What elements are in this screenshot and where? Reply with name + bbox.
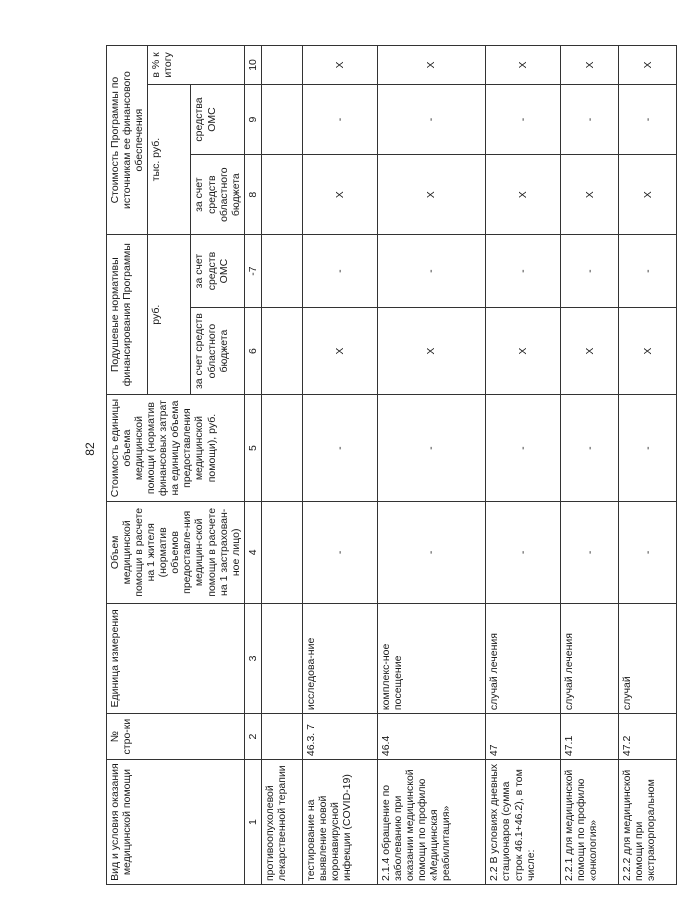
cell-norms-oms: - xyxy=(302,235,377,308)
header-percent: в % к итогу xyxy=(148,46,245,85)
cell-volume xyxy=(261,501,302,603)
column-number: 1 xyxy=(244,760,261,885)
page-number: 82 xyxy=(83,442,97,456)
column-number: -7 xyxy=(244,235,261,308)
header-cost-unit: тыс. руб. xyxy=(148,84,191,234)
cell-row-number xyxy=(261,714,302,760)
cell-norms-oms: - xyxy=(377,235,486,308)
header-row-number: № стро-ки xyxy=(107,714,245,760)
cell-cost-oms: - xyxy=(302,84,377,154)
cell-type: 2.2.2 для медицинской помощи при экстракорпоральном xyxy=(619,760,677,885)
table-row xyxy=(619,46,677,885)
cell-unit: случай xyxy=(619,603,677,713)
cell-cost-oms: - xyxy=(619,84,677,154)
table-row xyxy=(486,46,561,885)
column-number: 10 xyxy=(244,46,261,85)
table-row xyxy=(561,46,619,885)
column-number: 5 xyxy=(244,395,261,502)
table-row xyxy=(261,46,302,885)
column-number-row xyxy=(244,46,261,885)
cell-type: противоопухолевой лекарственной терапии xyxy=(261,760,302,885)
cell-unit-cost: - xyxy=(619,395,677,502)
cell-norms-oms: - xyxy=(561,235,619,308)
cell-type: тестирование на выявление новой коронавирусной инфекции (COVID-19) xyxy=(302,760,377,885)
cell-unit-cost: - xyxy=(486,395,561,502)
cell-type: 2.1.4 обращение по заболеванию при оказании медицинской помощи по профилю «Медицинская реабилитация» xyxy=(377,760,486,885)
column-number: 3 xyxy=(244,603,261,713)
cell-row-number: 47.1 xyxy=(561,714,619,760)
cell-cost-regional: X xyxy=(561,155,619,235)
cell-unit-cost: - xyxy=(561,395,619,502)
cell-row-number: 46.4 xyxy=(377,714,486,760)
cell-norms-oms: - xyxy=(486,235,561,308)
header-norms-regional: за счет средств областного бюджета xyxy=(191,307,244,394)
cell-type: 2.2.1 для медицинской помощи по профилю «онкология» xyxy=(561,760,619,885)
header-per-capita-norms: Подушевые нормативы финансирования Программы xyxy=(107,235,148,395)
cell-cost-regional xyxy=(261,155,302,235)
header-norms-oms: за счет средств ОМС xyxy=(191,235,244,308)
cell-unit: комплекс-ное посещение xyxy=(377,603,486,713)
column-number: 2 xyxy=(244,714,261,760)
cell-cost-oms: - xyxy=(486,84,561,154)
rotated-table-container xyxy=(106,45,658,885)
cell-volume: - xyxy=(619,501,677,603)
cell-volume: - xyxy=(561,501,619,603)
cell-percent: X xyxy=(377,46,486,85)
cell-unit-cost: - xyxy=(302,395,377,502)
cell-volume: - xyxy=(377,501,486,603)
table-row xyxy=(302,46,377,885)
cell-norms-regional: X xyxy=(377,307,486,394)
cell-norms-oms xyxy=(261,235,302,308)
header-cost-oms: средства ОМС xyxy=(191,84,244,154)
cell-unit: исследова-ние xyxy=(302,603,377,713)
cell-unit-cost: - xyxy=(377,395,486,502)
cell-unit: случай лечения xyxy=(486,603,561,713)
cell-type: 2.2 В условиях дневных стационаров (сумма строк 46.1+46.2), в том числе: xyxy=(486,760,561,885)
cell-percent: X xyxy=(486,46,561,85)
cell-cost-regional: X xyxy=(377,155,486,235)
cell-cost-oms: - xyxy=(561,84,619,154)
cell-norms-regional: X xyxy=(619,307,677,394)
cell-cost-oms xyxy=(261,84,302,154)
cell-norms-oms: - xyxy=(619,235,677,308)
cell-cost-regional: X xyxy=(486,155,561,235)
cell-norms-regional: X xyxy=(486,307,561,394)
header-type: Вид и условия оказания медицинской помощи xyxy=(107,760,245,885)
cell-cost-regional: X xyxy=(619,155,677,235)
cell-row-number: 47.2 xyxy=(619,714,677,760)
cell-norms-regional: X xyxy=(561,307,619,394)
header-program-cost: Стоимость Программы по источникам ее финансового обеспечения xyxy=(107,46,148,235)
program-cost-table xyxy=(106,45,677,885)
cell-unit: случай лечения xyxy=(561,603,619,713)
column-number: 4 xyxy=(244,501,261,603)
column-number: 9 xyxy=(244,84,261,154)
cell-cost-regional: X xyxy=(302,155,377,235)
header-cost-regional: за счет средств областного бюджета xyxy=(191,155,244,235)
cell-row-number: 47 xyxy=(486,714,561,760)
cell-unit-cost xyxy=(261,395,302,502)
cell-volume: - xyxy=(486,501,561,603)
column-number: 8 xyxy=(244,155,261,235)
table-row xyxy=(377,46,486,885)
cell-volume: - xyxy=(302,501,377,603)
cell-row-number: 46.3. 7 xyxy=(302,714,377,760)
cell-unit xyxy=(261,603,302,713)
column-number: 6 xyxy=(244,307,261,394)
header-norms-unit: руб. xyxy=(148,235,191,395)
cell-norms-regional xyxy=(261,307,302,394)
cell-percent: X xyxy=(302,46,377,85)
header-unit-cost: Стоимость единицы объема медицинской помощи (норматив финансовых затрат на единицу объема предоставления медицинской помощи), руб. xyxy=(107,395,245,502)
cell-percent: X xyxy=(561,46,619,85)
cell-norms-regional: X xyxy=(302,307,377,394)
cell-percent: X xyxy=(619,46,677,85)
header-unit: Единица измерения xyxy=(107,603,245,713)
cell-percent xyxy=(261,46,302,85)
header-volume: Объем медицинской помощи в расчете на 1 жителя (норматив объемов предоставле-ния медицин-ской помощи в расчете на 1 застрахован-ное лицо) xyxy=(107,501,245,603)
cell-cost-oms: - xyxy=(377,84,486,154)
